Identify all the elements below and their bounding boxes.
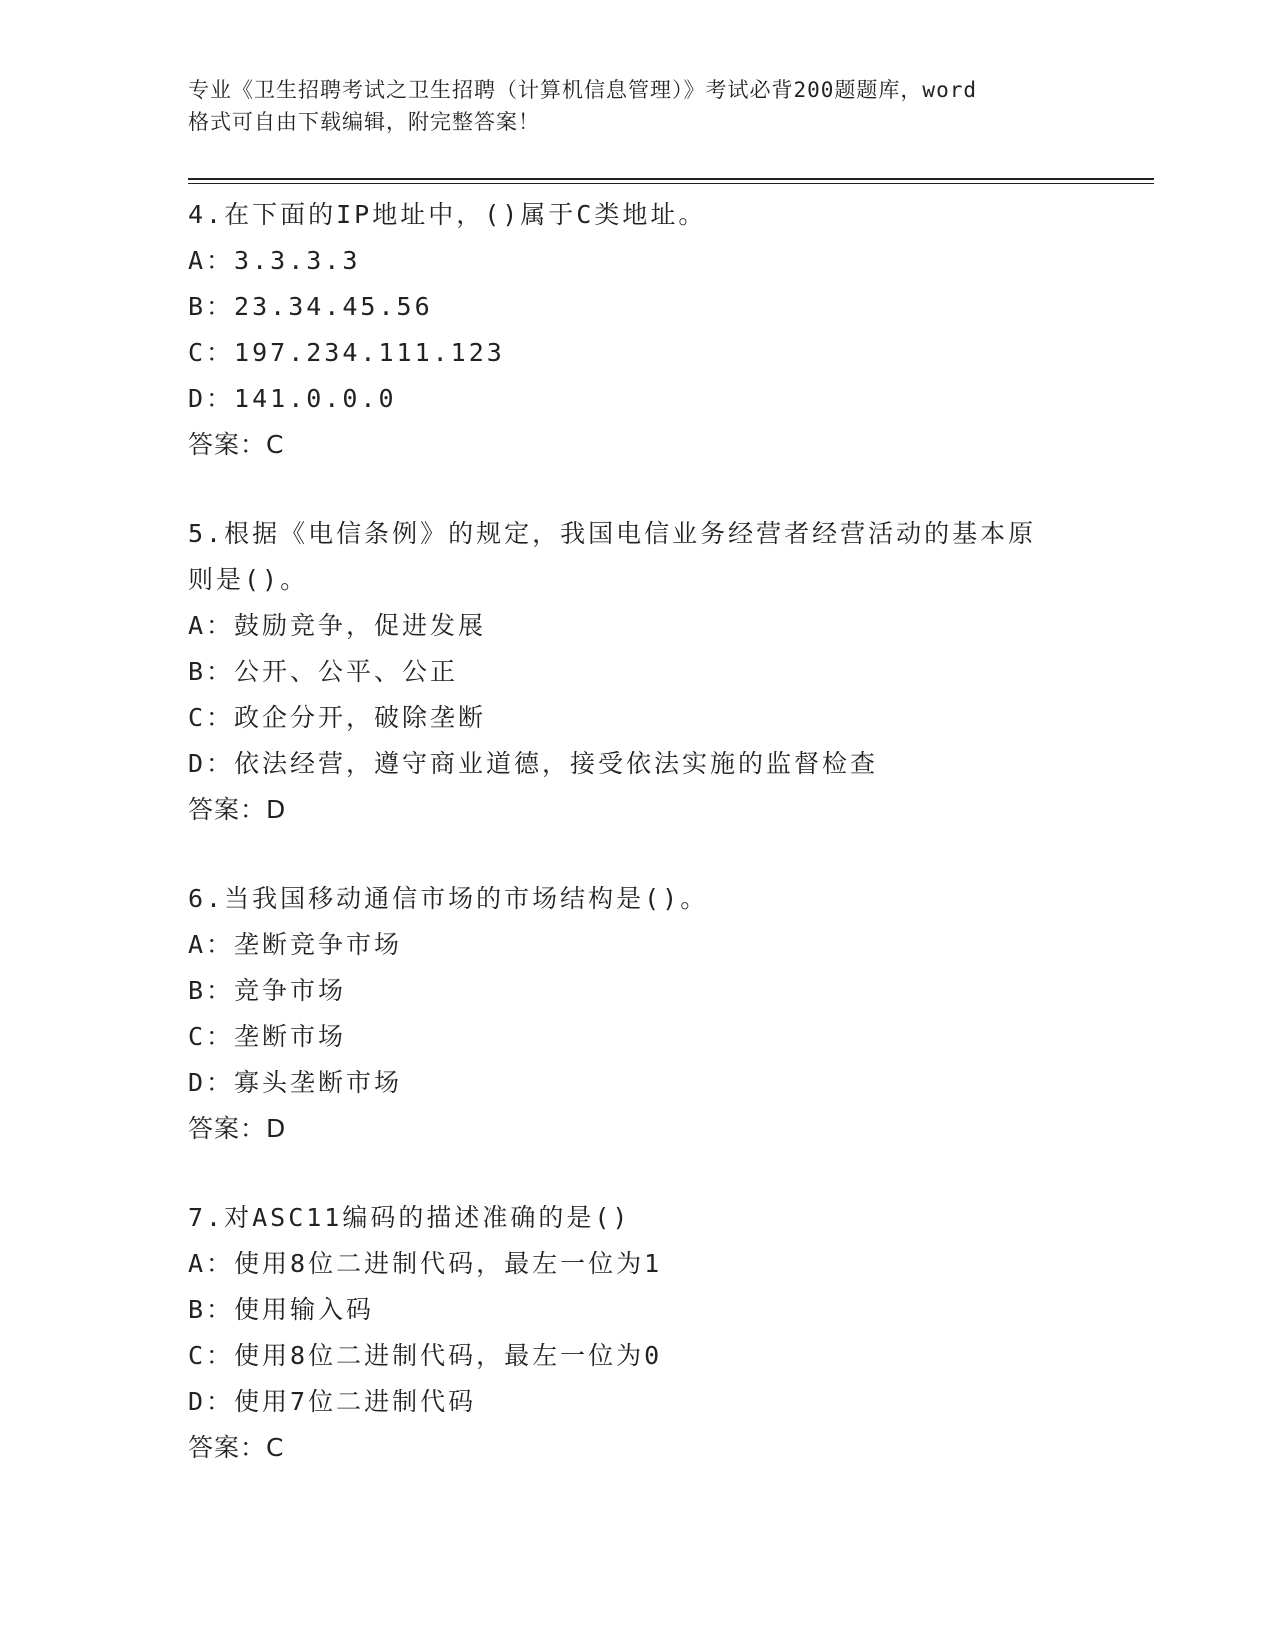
option-b: B：23.34.45.56	[188, 292, 433, 321]
question-4	[188, 192, 1088, 468]
header-line-2: 格式可自由下载编辑，附完整答案！	[188, 110, 540, 134]
question-7	[188, 1195, 1088, 1471]
option-c: C：197.234.111.123	[188, 338, 505, 367]
option-b: B：使用输入码	[188, 1295, 375, 1324]
option-a: A：3.3.3.3	[188, 246, 361, 275]
option-d: D：依法经营，遵守商业道德，接受依法实施的监督检查	[188, 749, 879, 778]
header-divider-thin	[188, 183, 1154, 184]
answer-label: 答案：C	[188, 1433, 285, 1462]
answer-label: 答案：C	[188, 430, 285, 459]
option-c: C：垄断市场	[188, 1022, 347, 1051]
question-stem: 6.当我国移动通信市场的市场结构是()。	[188, 884, 709, 913]
question-list	[188, 192, 1088, 1514]
option-c: C：使用8位二进制代码，最左一位为0	[188, 1341, 663, 1370]
option-d: D：寡头垄断市场	[188, 1068, 403, 1097]
option-a: A：鼓励竞争，促进发展	[188, 611, 487, 640]
question-stem: 4.在下面的IP地址中，()属于C类地址。	[188, 200, 707, 229]
header-divider-thick	[188, 178, 1154, 180]
option-b: B：竞争市场	[188, 976, 347, 1005]
question-stem: 5.根据《电信条例》的规定，我国电信业务经营者经营活动的基本原	[188, 519, 1037, 548]
option-c: C：政企分开，破除垄断	[188, 703, 487, 732]
option-d: D：141.0.0.0	[188, 384, 397, 413]
question-5	[188, 511, 1088, 833]
document-header	[188, 74, 1088, 138]
question-6	[188, 876, 1088, 1152]
answer-label: 答案：D	[188, 1114, 287, 1143]
option-b: B：公开、公平、公正	[188, 657, 459, 686]
option-a: A：垄断竞争市场	[188, 930, 403, 959]
question-stem-continued: 则是()。	[188, 565, 309, 594]
header-line-1: 专业《卫生招聘考试之卫生招聘（计算机信息管理）》考试必背200题题库，word	[188, 78, 977, 102]
option-a: A：使用8位二进制代码，最左一位为1	[188, 1249, 663, 1278]
option-d: D：使用7位二进制代码	[188, 1387, 477, 1416]
answer-label: 答案：D	[188, 795, 287, 824]
question-stem: 7.对ASC11编码的描述准确的是()	[188, 1203, 631, 1232]
